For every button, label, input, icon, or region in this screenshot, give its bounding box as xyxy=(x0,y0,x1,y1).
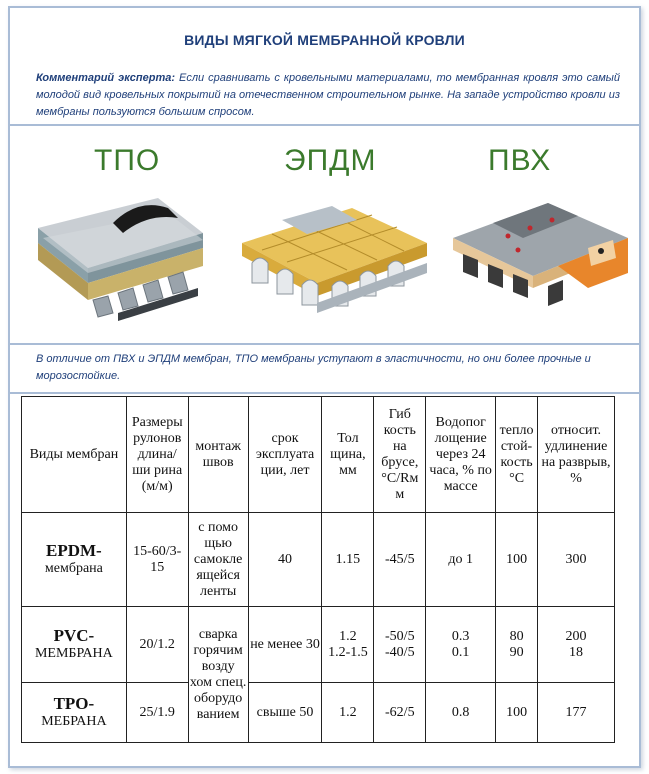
cell-value: 90 xyxy=(509,644,524,660)
header-cell: срок эксплуата ции, лет xyxy=(248,397,322,513)
table-cell: 300 xyxy=(538,513,615,607)
table-cell xyxy=(426,607,496,683)
divider xyxy=(10,124,639,126)
table-cell: с помо щью самокле ящейся ленты xyxy=(188,513,248,607)
table-cell xyxy=(538,607,615,683)
membrane-name xyxy=(22,683,127,743)
table-row xyxy=(22,513,615,607)
table-cell: сварка горячим возду хом спец. оборудо ванием xyxy=(188,607,248,743)
table-row xyxy=(22,607,615,683)
table-cell: до 1 xyxy=(426,513,496,607)
expert-comment xyxy=(36,70,620,121)
table-cell: 40 xyxy=(248,513,322,607)
table-cell: 100 xyxy=(496,513,538,607)
membrane-code: EPDM- xyxy=(46,540,102,560)
membrane-spec-table xyxy=(21,396,615,743)
header-cell: относит. удлинение на разврыв, % xyxy=(538,397,615,513)
cell-value: -40/5 xyxy=(385,644,415,660)
table-cell: 100 xyxy=(496,683,538,743)
table-cell: 15-60/3-15 xyxy=(126,513,188,607)
table-cell: 1.15 xyxy=(322,513,374,607)
header-cell: Виды мембран xyxy=(22,397,127,513)
membrane-type: мембрана xyxy=(44,560,103,576)
roof-label-tpo: ТПО xyxy=(94,144,161,177)
header-cell: Водопог лощение через 24 часа, % по массе xyxy=(426,397,496,513)
cell-value: 1.2-1.5 xyxy=(328,644,368,660)
table-cell xyxy=(322,607,374,683)
roof-label-epdm: ЭПДМ xyxy=(284,144,377,177)
table-cell: -45/5 xyxy=(374,513,426,607)
header-cell: Гиб кость на брусе, °С/Rм м xyxy=(374,397,426,513)
table-cell: не менее 30 xyxy=(248,607,322,683)
membrane-type: МЕМБРАНА xyxy=(34,645,113,661)
table-cell xyxy=(496,607,538,683)
pvc-roof-illustration xyxy=(438,188,633,328)
table-cell: 1.2 xyxy=(322,683,374,743)
cell-value: 18 xyxy=(569,644,584,660)
table-cell: 177 xyxy=(538,683,615,743)
header-cell: Размеры рулонов длина/ ши рина (м/м) xyxy=(126,397,188,513)
table-cell: 20/1.2 xyxy=(126,607,188,683)
page-title: ВИДЫ МЯГКОЙ МЕМБРАННОЙ КРОВЛИ xyxy=(184,32,465,48)
cell-value: -50/5 xyxy=(385,628,415,644)
membrane-code: TPO- xyxy=(53,693,95,713)
table-row xyxy=(22,683,615,743)
comment-text: Если сравнивать с кровельными материалами, то мембранная кровля это самый молодой вид кровельных покрытий на отечественном строительном рынке. На западе устройство кровли из мембраны пользуются большим спросом. xyxy=(36,72,620,118)
membrane-name xyxy=(22,607,127,683)
table-cell: -62/5 xyxy=(374,683,426,743)
table-cell xyxy=(374,607,426,683)
tpo-roof-illustration xyxy=(18,188,208,328)
divider xyxy=(10,392,639,394)
table-cell: 25/1.9 xyxy=(126,683,188,743)
comparison-note: В отличие от ПВХ и ЭПДМ мембран, ТПО мембраны уступают в эластичности, но они более прочные и морозостойкие. xyxy=(36,353,591,382)
table-cell: свыше 50 xyxy=(248,683,322,743)
cell-value: 0.3 xyxy=(451,628,470,644)
membrane-code: PVC- xyxy=(53,625,95,645)
divider xyxy=(10,343,639,345)
table-cell: 0.8 xyxy=(426,683,496,743)
comment-lead: Комментарий эксперта: xyxy=(36,72,176,84)
table-header-row xyxy=(22,397,615,513)
header-cell: монтаж швов xyxy=(188,397,248,513)
roof-label-pvc: ПВХ xyxy=(488,144,552,177)
header-cell: Тол щина, мм xyxy=(322,397,374,513)
cell-value: 80 xyxy=(509,628,524,644)
header-cell: тепло стой-кость °С xyxy=(496,397,538,513)
membrane-name xyxy=(22,513,127,607)
epdm-roof-illustration xyxy=(232,188,432,328)
cell-value: 1.2 xyxy=(339,628,357,644)
cell-value: 200 xyxy=(565,628,587,644)
cell-value: 0.1 xyxy=(451,644,470,660)
membrane-type: МЕБРАНА xyxy=(41,713,107,729)
